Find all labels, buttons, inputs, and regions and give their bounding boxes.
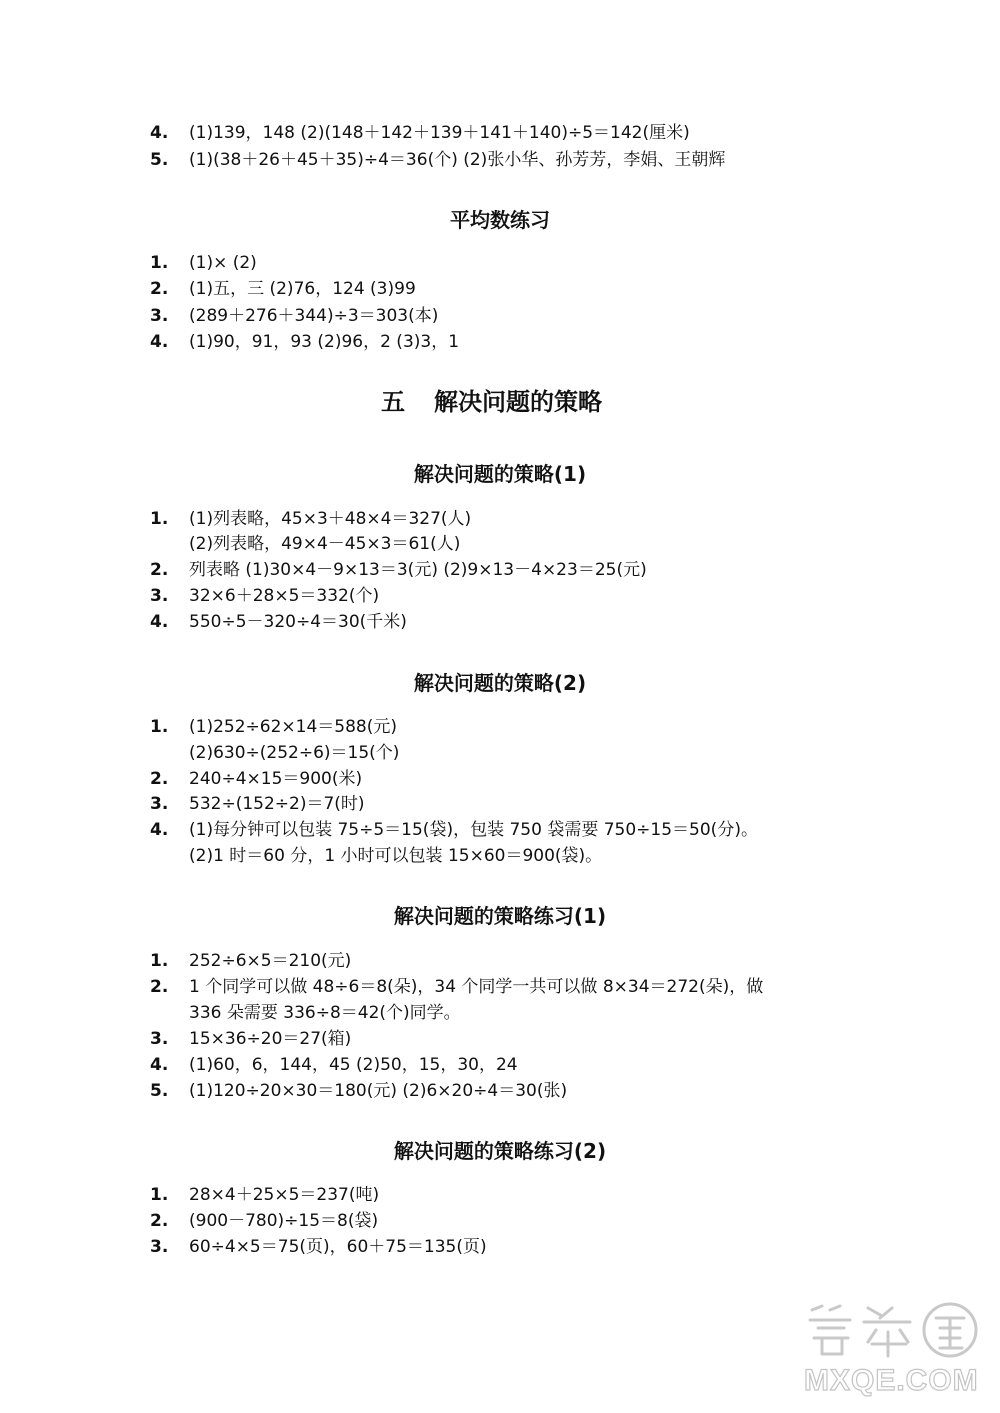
- chapter-name: 解决问题的策略: [434, 388, 602, 416]
- chapter-number: 五: [381, 388, 405, 416]
- section-title: 解决问题的策略练习(1): [393, 904, 607, 928]
- watermark-logo-icon: [800, 1300, 990, 1360]
- section-title: 解决问题的策略(1): [413, 462, 587, 486]
- section-title: 解决问题的策略练习(2): [393, 1139, 607, 1163]
- watermark: [800, 1300, 990, 1405]
- section-title: 解决问题的策略(2): [413, 671, 587, 695]
- watermark-site-text: MXQE.COM: [804, 1364, 979, 1397]
- answer-page: 4. (1)139，148 (2)(148＋142＋139＋141＋140)÷5＝142(厘米) 5. (1)(38＋26＋45＋35)÷4＝36(个) (2)张小华、孙芳芳，李娟、王朝辉 平均数练习 1. (1)× (2) 2. (1)五，三 (2)76，124 (3)99 3. (289＋276＋344)÷3＝303(本) 4. (1)90，91，93 (2)96，2 (3)3，1 五 解决问题的策略 解决问题的策略(1) 1. (1)列表略，45×3＋48×4＝327(人) (2)列表略，49×4－45×3＝61(人) 2. 列表略 (1)30×4－9×13＝3(元) (2)9×13－4×23＝25(元) 3. 32×6＋28×5＝332(个) 4. 550÷5－320÷4＝30(千米) 解决问题的策略(2) 1. (1)252÷62×14＝588(元) (2)630÷(252÷6)＝15(个) 2. 240÷4×15＝900(米) 3. 532÷(152÷2)＝7(时) 4. (1)每分钟可以包装 75÷5＝15(袋)，包装 750 袋需要 750÷15＝50(分)。 (2)1 时＝60 分，1 小时可以包装 15×60＝900(袋)。 解决问题的策略练习(1) 1. 252÷6×5＝210(元) 2. 1 个同学可以做 48÷6＝8(朵)，34 个同学一共可以做 8×34＝272(朵)，做 336 朵需要 336÷8＝42(个)同学。 3. 15×36÷20＝27(箱) 4. (1)60，6，144，45 (2)50，15，30，24 5. (1)120÷20×30＝180(元) (2)6×20÷4＝30(张) 解决问题的策略练习(2) 1. 28×4＋25×5＝237(吨) 2. (900－780)÷15＝8(袋) 3. 60÷4×5＝75(页)，60＋75＝135(页) MXQE.COM: [0, 0, 1000, 1413]
- section-title: 平均数练习: [450, 208, 550, 232]
